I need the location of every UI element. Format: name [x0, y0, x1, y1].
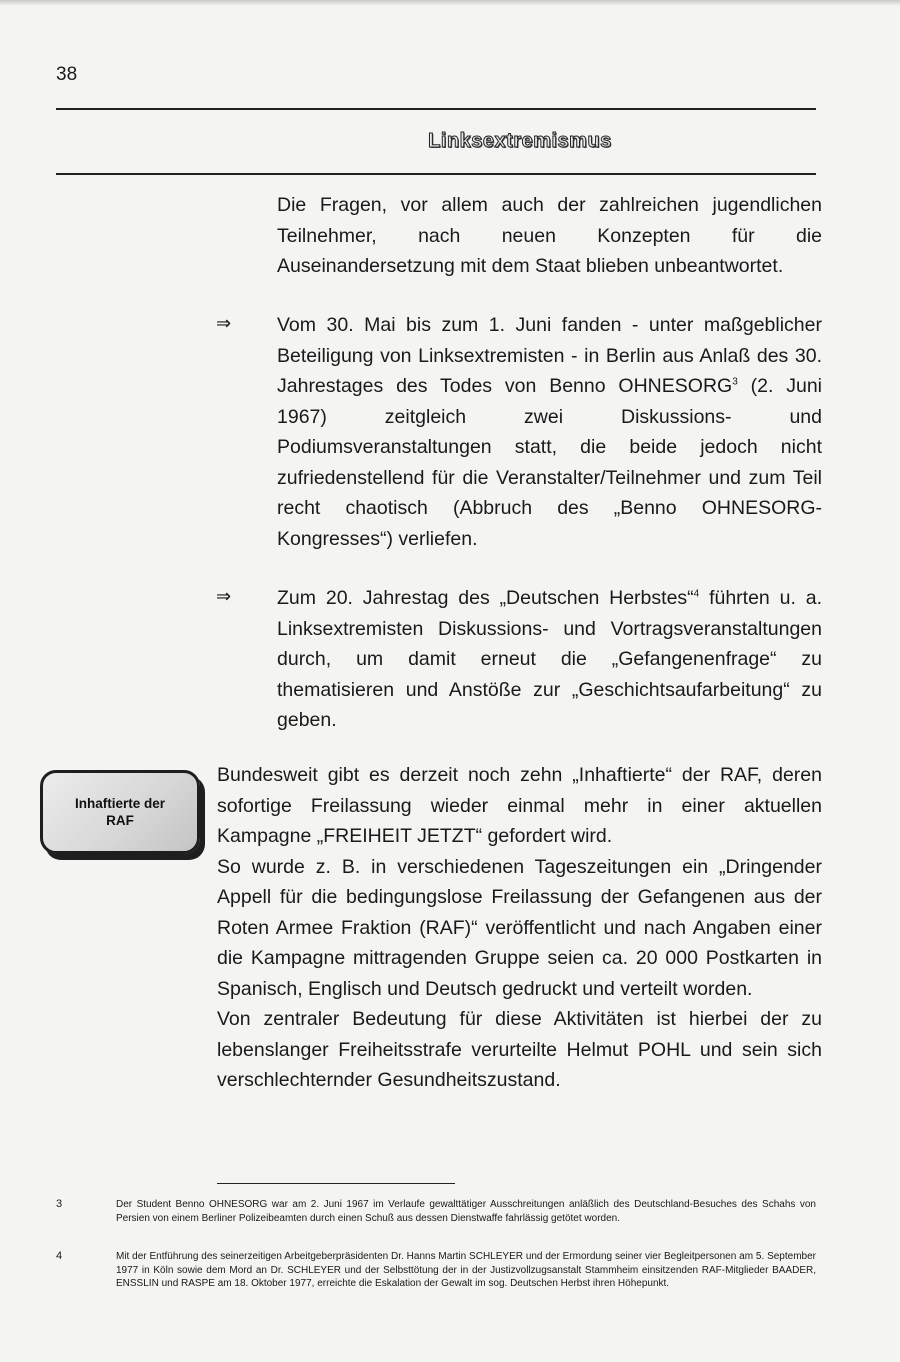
margin-note-label: Inhaftierte der RAF — [74, 796, 166, 828]
paragraph-3-text-b: führten u. a. Linksextremisten Diskussions- und Vortragsveranstaltungen durch, um damit erneut die „Gefangenenfrage“ zu thematisieren und Anstöße zur „Geschichtsaufarbeitung“ zu geben. — [277, 587, 822, 731]
footnote-rule — [217, 1183, 455, 1184]
margin-note-box — [40, 770, 200, 854]
footnote-number: 4 — [56, 1250, 63, 1262]
bullet-arrow-icon: ⇒ — [216, 313, 232, 333]
footnote-ref-3[interactable]: 3 — [732, 376, 738, 388]
paragraph-1-text: Die Fragen, vor allem auch der zahlreichen jugendlichen Teilnehmer, nach neuen Konzepten für die Auseinandersetzung mit dem Staat blieben unbeantwortet. — [277, 194, 822, 277]
header-rule-bottom — [56, 173, 816, 175]
paragraph-1 — [277, 190, 822, 282]
paragraph-3-text-a: Zum 20. Jahrestag des „Deutschen Herbstes“ — [277, 587, 694, 609]
footnote-ref-4[interactable]: 4 — [693, 588, 700, 600]
paragraph-2-text-b: (2. Juni 1967) zeitgleich zwei Diskussions- und Podiumsveranstaltungen statt, die beide jedoch nicht zufriedenstellend für die Veranstalter/Teilnehmer und zum Teil recht chaotisch (Abbruch des „Benno OHNESORG-Kongresses“) verliefen. — [277, 375, 822, 550]
footnote-text: Der Student Benno OHNESORG war am 2. Juni 1967 im Verlaufe gewalttätiger Ausschreitungen anläßlich des Deutschland-Besuches des Schahs von Persien von einem Berliner Polizeibeamten durch einen Schuß aus dessen Dienstwaffe fahrlässig getötet worden. — [116, 1199, 816, 1224]
paragraph-2-text — [277, 310, 822, 554]
paragraph-3 — [277, 583, 822, 736]
page-number: 38 — [56, 64, 78, 85]
paragraph-2 — [277, 310, 822, 554]
header-rule-top — [56, 108, 816, 110]
paragraph-4-block — [217, 760, 822, 1096]
paragraph-4-text: Bundesweit gibt es derzeit noch zehn „Inhaftierte“ der RAF, deren sofortige Freilassung wieder einmal mehr in einer aktuellen Kampagne „FREIHEIT JETZT“ gefordert wird. — [217, 764, 822, 847]
paragraph-5-text: So wurde z. B. in verschiedenen Tageszeitungen ein „Dringender Appell für die bedingungslose Freilassung der Gefangenen aus der Roten Armee Fraktion (RAF)“ veröffentlicht und nach Angaben einer die Kampagne mittragenden Gruppe seien ca. 20 000 Postkarten in Spanisch, Englisch und Deutsch gedruckt und verteilt worden. — [217, 855, 822, 1000]
footnote-number: 3 — [56, 1198, 63, 1210]
page-top-edge — [0, 0, 900, 6]
section-title: Linksextremismus — [428, 130, 612, 152]
paragraph-3-text — [277, 583, 822, 736]
paragraph-2-text-a: Vom 30. Mai bis zum 1. Juni fanden - unter maßgeblicher Beteiligung von Linksextremisten - in Berlin aus Anlaß des 30. Jahrestages des Todes von Benno OHNESORG — [277, 314, 822, 397]
footnote-text: Mit der Entführung des seinerzeitigen Arbeitgeberpräsidenten Dr. Hanns Martin SCHLEYER und der Ermordung seiner vier Begleitpersonen am 5. September 1977 in Köln sowie dem Mord an Dr. SCHLEYER und der Selbsttötung der in der Justizvollzugsanstalt Stammheim einsitzenden RAF-Mitglieder BAADER, ENSSLIN und RASPE am 18. Oktober 1977, erreichte die Eskalation der Gewalt im sog. Deutschen Herbst ihren Höhepunkt. — [116, 1251, 816, 1289]
paragraph-6-text: Von zentraler Bedeutung für diese Aktivitäten ist hierbei der zu lebenslanger Freiheitsstrafe verurteilte Helmut POHL und sein sich verschlechternder Gesundheitszustand. — [217, 1008, 822, 1091]
bullet-arrow-icon: ⇒ — [216, 586, 232, 606]
